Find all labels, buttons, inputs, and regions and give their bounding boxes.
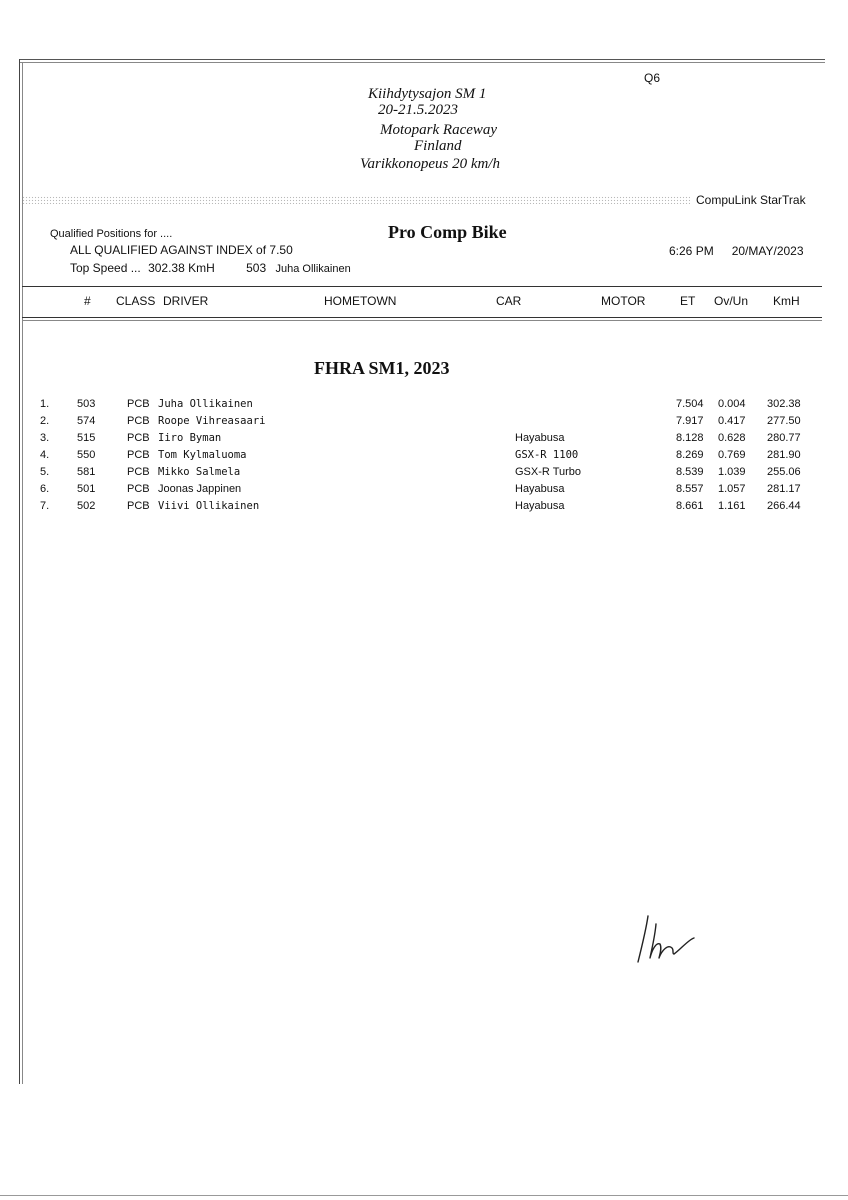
col-header-hometown: HOMETOWN [324, 294, 397, 308]
event-name: Kiihdytysajon SM 1 [368, 86, 487, 102]
print-time: 6:26 PM [669, 244, 714, 258]
result-driver: Iiro Byman [158, 432, 222, 444]
print-date: 20/MAY/2023 [731, 244, 804, 258]
result-driver: Tom Kylmaluoma [158, 449, 247, 461]
result-car-number: 502 [77, 500, 96, 512]
qualified-positions-label: Qualified Positions for .... [50, 228, 173, 240]
result-row [0, 483, 848, 500]
header-rule-bottom-2 [22, 320, 822, 321]
top-speed-car-number: 503 [246, 261, 267, 275]
result-ovun: 1.039 [718, 466, 746, 478]
result-kmh: 255.06 [767, 466, 801, 478]
result-car: GSX-R Turbo [515, 466, 582, 478]
col-header-car: CAR [496, 294, 522, 308]
result-car: Hayabusa [515, 500, 565, 512]
result-class: PCB [127, 500, 150, 512]
result-car-number: 501 [77, 483, 96, 495]
frame-left-line-inner [22, 62, 23, 1084]
result-et: 8.661 [676, 500, 704, 512]
result-car: Hayabusa [515, 432, 565, 444]
result-car-number: 574 [77, 415, 96, 427]
result-et: 8.269 [676, 449, 704, 461]
result-class: PCB [127, 398, 150, 410]
result-row [0, 500, 848, 517]
class-title: Pro Comp Bike [388, 222, 507, 242]
page-bottom-line [0, 1195, 848, 1196]
result-kmh: 302.38 [767, 398, 801, 410]
top-speed-line [70, 261, 351, 275]
result-row [0, 415, 848, 432]
result-position: 4. [40, 449, 50, 461]
result-position: 7. [40, 500, 50, 512]
result-ovun: 1.161 [718, 500, 746, 512]
event-pit-speed: Varikkonopeus 20 km/h [360, 156, 500, 172]
index-line: ALL QUALIFIED AGAINST INDEX of 7.50 [70, 243, 293, 257]
result-ovun: 0.628 [718, 432, 746, 444]
result-car-number: 515 [77, 432, 96, 444]
result-et: 7.504 [676, 398, 704, 410]
top-speed-label: Top Speed ... [70, 261, 141, 275]
result-class: PCB [127, 432, 150, 444]
frame-top-line [19, 59, 825, 60]
header-rule-bottom [22, 317, 822, 318]
result-kmh: 281.17 [767, 483, 801, 495]
result-kmh: 277.50 [767, 415, 801, 427]
col-header-kmh: KmH [773, 294, 800, 308]
result-car-number: 581 [77, 466, 96, 478]
event-venue: Motopark Raceway [380, 122, 498, 138]
result-class: PCB [127, 466, 150, 478]
result-car: GSX-R 1100 [515, 449, 579, 461]
result-row [0, 466, 848, 483]
result-kmh: 281.90 [767, 449, 801, 461]
result-ovun: 1.057 [718, 483, 746, 495]
result-class: PCB [127, 415, 150, 427]
column-headers [0, 294, 848, 310]
result-ovun: 0.004 [718, 398, 746, 410]
frame-left-line [19, 59, 20, 1084]
qualifying-id: Q6 [644, 71, 661, 85]
result-driver: Joonas Jappinen [158, 483, 242, 495]
result-row [0, 449, 848, 466]
result-driver: Viivi Ollikainen [158, 500, 260, 512]
col-header-num: # [84, 294, 91, 308]
result-position: 6. [40, 483, 50, 495]
result-class: PCB [127, 483, 150, 495]
col-header-et: ET [680, 294, 696, 308]
result-driver: Mikko Salmela [158, 466, 241, 478]
result-ovun: 0.769 [718, 449, 746, 461]
result-car-number: 550 [77, 449, 96, 461]
software-credit: CompuLink StarTrak [696, 193, 806, 207]
result-position: 5. [40, 466, 50, 478]
header-rule-top [22, 286, 822, 287]
col-header-driver: DRIVER [163, 294, 209, 308]
result-driver: Roope Vihreasaari [158, 415, 266, 427]
result-et: 8.128 [676, 432, 704, 444]
result-et: 7.917 [676, 415, 704, 427]
result-position: 1. [40, 398, 50, 410]
result-kmh: 280.77 [767, 432, 801, 444]
frame-top-line-inner [19, 62, 825, 63]
col-header-motor: MOTOR [601, 294, 646, 308]
top-speed-value: 302.38 KmH [148, 261, 215, 275]
event-dates: 20-21.5.2023 [378, 102, 458, 118]
result-et: 8.557 [676, 483, 704, 495]
event-country: Finland [414, 138, 462, 154]
result-car: Hayabusa [515, 483, 565, 495]
result-position: 2. [40, 415, 50, 427]
top-speed-driver: Juha Ollikainen [275, 263, 351, 275]
print-timestamp [669, 244, 804, 258]
result-position: 3. [40, 432, 50, 444]
result-driver: Juha Ollikainen [158, 398, 253, 410]
col-header-ovun: Ov/Un [714, 294, 749, 308]
dotted-separator [22, 196, 690, 204]
result-ovun: 0.417 [718, 415, 746, 427]
col-header-class: CLASS [116, 294, 156, 308]
section-title: FHRA SM1, 2023 [314, 358, 450, 378]
handwritten-signature [628, 910, 708, 970]
result-kmh: 266.44 [767, 500, 801, 512]
result-car-number: 503 [77, 398, 96, 410]
result-row [0, 432, 848, 449]
result-row [0, 398, 848, 415]
result-et: 8.539 [676, 466, 704, 478]
result-class: PCB [127, 449, 150, 461]
